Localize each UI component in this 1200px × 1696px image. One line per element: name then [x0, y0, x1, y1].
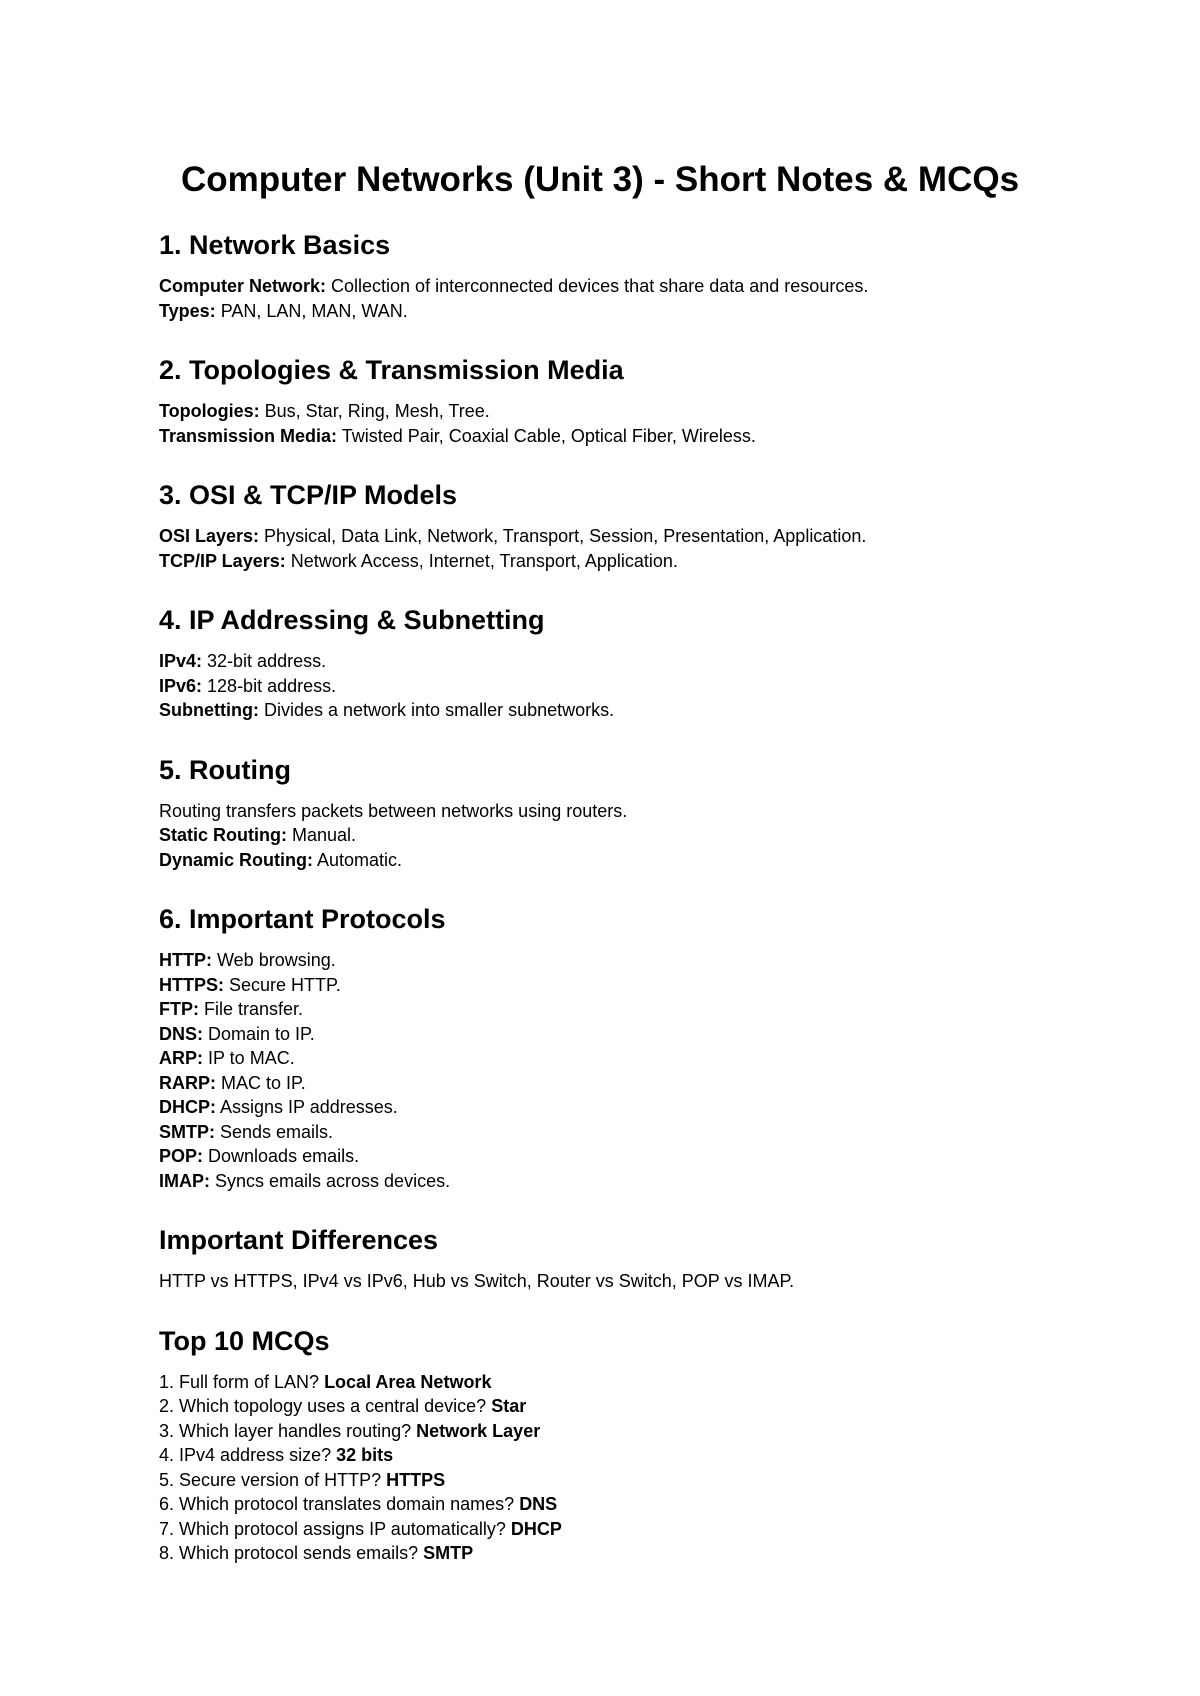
notes-content — [159, 228, 1139, 1596]
protocol-text: Syncs emails across devices. — [210, 1170, 451, 1191]
note-text: HTTP vs HTTPS, IPv4 vs IPv6, Hub vs Switch, Router vs Switch, POP vs IMAP. — [159, 1271, 795, 1291]
protocol-text: Assigns IP addresses. — [216, 1097, 398, 1117]
note-line — [159, 698, 1139, 723]
note-label: Types: — [159, 300, 216, 321]
note-label: Dynamic Routing: — [159, 849, 314, 870]
protocol-label: DHCP: — [159, 1097, 216, 1117]
mcq-question: 2. Which topology uses a central device? — [159, 1396, 492, 1416]
note-text: Routing transfers packets between networks using routers. — [159, 800, 628, 821]
page-title: Computer Networks (Unit 3) - Short Notes & MCQs — [180, 160, 1020, 199]
mcq-question: 7. Which protocol assigns IP automatically? — [159, 1518, 511, 1539]
protocol-text: Secure HTTP. — [224, 974, 341, 995]
section-heading: Top 10 MCQs — [159, 1325, 330, 1356]
protocol-label: SMTP: — [159, 1121, 215, 1142]
note-text: Collection of interconnected devices that share data and resources. — [326, 276, 869, 296]
section-top-mcqs — [159, 1324, 1139, 1566]
protocol-label: RARP: — [159, 1072, 216, 1093]
protocol-label: IMAP: — [159, 1170, 210, 1191]
protocol-text: Sends emails. — [215, 1121, 334, 1142]
note-line — [159, 549, 1139, 574]
mcq-question: 1. Full form of LAN? — [159, 1371, 325, 1392]
note-label: Topologies: — [159, 401, 260, 421]
protocol-label: POP: — [159, 1146, 204, 1166]
mcq-answer: Network Layer — [416, 1420, 541, 1441]
protocol-label: DNS: — [159, 1023, 203, 1044]
section-important-differences — [159, 1223, 1139, 1294]
mcq-item — [159, 1492, 1139, 1517]
note-text: Twisted Pair, Coaxial Cable, Optical Fiber, Wireless. — [337, 425, 756, 446]
note-line — [159, 524, 1139, 549]
mcq-question: 6. Which protocol translates domain names? — [159, 1494, 520, 1514]
note-line — [159, 1269, 1139, 1294]
section-routing — [159, 753, 1139, 873]
note-line — [159, 649, 1139, 674]
section-topologies-media — [159, 353, 1139, 448]
note-label: Subnetting: — [159, 700, 259, 720]
mcq-answer: Local Area Network — [324, 1371, 492, 1392]
note-label: IPv6: — [159, 675, 203, 696]
note-text: Divides a network into smaller subnetworks. — [258, 700, 615, 720]
protocol-line — [159, 1022, 1139, 1047]
mcq-question: 5. Secure version of HTTP? — [159, 1469, 387, 1490]
note-line — [159, 424, 1139, 449]
mcq-item — [159, 1370, 1139, 1395]
mcq-item — [159, 1517, 1139, 1542]
note-text: 32-bit address. — [202, 651, 327, 671]
section-heading: 4. IP Addressing & Subnetting — [159, 605, 545, 635]
section-osi-tcpip — [159, 478, 1139, 573]
protocol-line — [159, 948, 1139, 973]
section-heading: 1. Network Basics — [159, 230, 391, 260]
mcq-item — [159, 1468, 1139, 1493]
note-text: PAN, LAN, MAN, WAN. — [215, 300, 408, 321]
mcq-answer: DNS — [519, 1494, 558, 1514]
section-heading: 5. Routing — [159, 754, 291, 785]
note-label: Transmission Media: — [159, 425, 338, 446]
section-ip-addressing — [159, 603, 1139, 723]
protocol-label: ARP: — [159, 1048, 203, 1068]
protocol-line — [159, 997, 1139, 1022]
mcq-question: 3. Which layer handles routing? — [159, 1420, 417, 1441]
mcq-answer: DHCP — [510, 1518, 562, 1539]
protocol-line — [159, 1120, 1139, 1145]
protocol-line — [159, 1046, 1139, 1071]
note-text: 128-bit address. — [202, 675, 337, 696]
note-label: IPv4: — [159, 651, 203, 671]
mcq-item — [159, 1419, 1139, 1444]
protocol-line — [159, 1169, 1139, 1194]
note-text: Manual. — [287, 825, 357, 845]
note-label: Computer Network: — [159, 276, 327, 296]
note-text: Physical, Data Link, Network, Transport, Session, Presentation, Application. — [259, 526, 867, 546]
protocol-text: Web browsing. — [212, 950, 336, 970]
mcq-item — [159, 1394, 1139, 1419]
protocol-line — [159, 1144, 1139, 1169]
note-label: Static Routing: — [159, 825, 287, 845]
protocol-text: File transfer. — [199, 999, 304, 1019]
note-line — [159, 299, 1139, 324]
note-label: TCP/IP Layers: — [159, 550, 286, 571]
note-text: Bus, Star, Ring, Mesh, Tree. — [259, 401, 490, 421]
protocol-label: FTP: — [159, 999, 199, 1019]
mcq-item — [159, 1541, 1139, 1566]
mcq-question: 4. IPv4 address size? — [159, 1445, 337, 1465]
mcq-answer: SMTP — [423, 1543, 474, 1563]
mcq-item — [159, 1443, 1139, 1468]
mcq-answer: 32 bits — [336, 1445, 394, 1465]
protocol-line — [159, 1095, 1139, 1120]
protocol-text: IP to MAC. — [203, 1048, 295, 1068]
note-text: Network Access, Internet, Transport, Application. — [285, 550, 678, 571]
section-heading: 3. OSI & TCP/IP Models — [159, 480, 458, 510]
protocol-text: MAC to IP. — [216, 1072, 306, 1093]
note-line — [159, 674, 1139, 699]
protocol-text: Domain to IP. — [203, 1023, 315, 1044]
note-label: OSI Layers: — [159, 526, 260, 546]
note-line — [159, 799, 1139, 824]
note-text: Automatic. — [313, 849, 403, 870]
protocol-line — [159, 1071, 1139, 1096]
note-line — [159, 848, 1139, 873]
mcq-answer: HTTPS — [386, 1469, 446, 1490]
protocol-line — [159, 973, 1139, 998]
section-important-protocols — [159, 902, 1139, 1193]
section-heading: 2. Topologies & Transmission Media — [159, 355, 624, 385]
note-line — [159, 399, 1139, 424]
protocol-text: Downloads emails. — [203, 1146, 360, 1166]
section-heading: 6. Important Protocols — [159, 904, 446, 934]
note-line — [159, 274, 1139, 299]
protocol-label: HTTP: — [159, 950, 212, 970]
section-heading: Important Differences — [159, 1225, 439, 1255]
note-line — [159, 823, 1139, 848]
mcq-answer: Star — [491, 1396, 527, 1416]
mcq-question: 8. Which protocol sends emails? — [159, 1543, 424, 1563]
protocol-label: HTTPS: — [159, 974, 224, 995]
section-network-basics — [159, 228, 1139, 323]
